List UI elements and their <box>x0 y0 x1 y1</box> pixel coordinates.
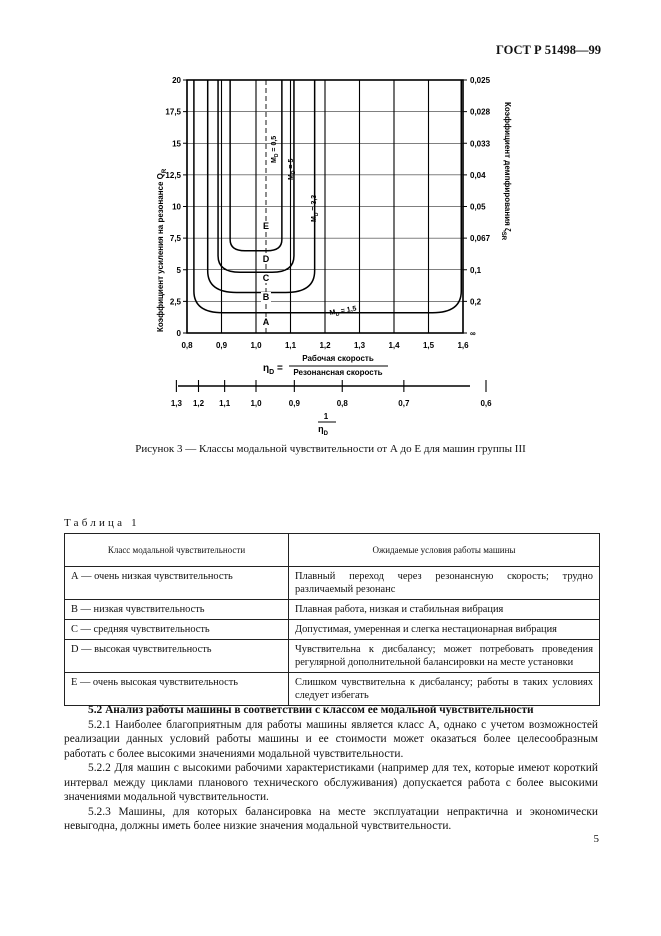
left-tick-label: 20 <box>172 76 181 85</box>
left-tick-label: 17,5 <box>165 107 181 117</box>
x-tick-label: 0,8 <box>181 341 193 350</box>
table-cell-conditions: Плавный переход через резонансную скорость; трудно различаемый резонанс <box>289 567 600 600</box>
table-cell-conditions: Допустимая, умеренная и слегка нестационарная вибрация <box>289 620 600 640</box>
secondary-axis-title <box>318 412 336 437</box>
secondary-tick-label: 1,2 <box>192 399 205 408</box>
table-cell-conditions: Слишком чувствительна к дисбалансу; работы в таких условиях следует избегать <box>289 673 600 706</box>
right-tick-label: 0,033 <box>470 139 491 149</box>
secondary-axis-ticks <box>171 380 492 408</box>
table-header-row <box>65 534 600 567</box>
x-tick-label: 1,2 <box>319 341 331 350</box>
right-axis-title: Коэффициент демпфирования $\zeta_{SR}$ <box>500 102 512 241</box>
x-tick-label: 1,5 <box>422 341 435 350</box>
secondary-tick-label: 0,8 <box>336 399 348 408</box>
zone-letter: B <box>262 292 270 302</box>
right-tick-label: 0,2 <box>470 297 482 307</box>
table-header-class: Класс модальной чувствительности <box>65 534 289 567</box>
figure-caption: Рисунок 3 — Классы модальной чувствительности от А до Е для машин группы III <box>135 443 526 455</box>
svg-text:1: 1 <box>323 412 329 421</box>
svg-text:Рабочая скорость: Рабочая скорость <box>302 354 374 363</box>
x-axis-title <box>263 354 388 377</box>
right-tick-label: 0,04 <box>470 170 486 180</box>
svg-text:Резонансная скорость: Резонансная скорость <box>293 368 383 377</box>
table-cell-conditions: Плавная работа, низкая и стабильная вибрация <box>289 600 600 620</box>
secondary-tick-label: 0,6 <box>480 399 492 408</box>
left-tick-label: 5 <box>176 265 181 275</box>
table-cell-class: А — очень низкая чувствительность <box>65 567 289 600</box>
left-tick-label: 2,5 <box>169 297 181 307</box>
zone-letter: E <box>262 221 270 231</box>
page-number: 5 <box>593 833 599 845</box>
x-tick-label: 1,6 <box>457 341 469 350</box>
curve-group <box>194 80 461 313</box>
right-tick-label: 0,028 <box>470 107 491 117</box>
right-tick-label: ∞ <box>470 329 476 338</box>
document-header: ГОСТ Р 51498—99 <box>495 43 601 57</box>
curve-label: $M_D = 3,3$ <box>311 194 320 222</box>
left-tick-label: 12,5 <box>165 170 181 180</box>
right-tick-label: 0,025 <box>470 76 491 85</box>
section-body <box>64 703 598 834</box>
x-tick-label: 1,3 <box>353 341 366 350</box>
paragraph: 5.2.1 Наиболее благоприятным для работы машины является класс А, однако с учетом возможностей реализации данных условий работы машины и ее стоимости может оказаться более целесообразным работать с более высокими значениями модальной чувствительности. <box>64 718 598 760</box>
svg-text:ηD: $\eta_D$ <box>318 424 328 437</box>
svg-text:ηD =: $\eta_D$ = <box>263 363 283 376</box>
left-tick-label: 10 <box>172 202 181 212</box>
curve-label: $M_D = 0,5$ <box>271 135 280 163</box>
table-cell-class: D — высокая чувствительность <box>65 640 289 673</box>
curve-label: $M_D = 5$ <box>288 158 297 180</box>
sensitivity-table <box>64 533 600 706</box>
figure-chart <box>0 0 661 440</box>
table-row <box>65 640 600 673</box>
right-tick-label: 0,05 <box>470 202 486 212</box>
paragraph: 5.2.3 Машины, для которых балансировка на месте эксплуатации непрактична и экономически невыгодна, должны иметь более низкие значения модальной чувствительности. <box>64 805 598 832</box>
x-axis-ticks <box>181 341 469 350</box>
section-heading: 5.2 Анализ работы машины в соответствии с классом ее модальной чувствительности <box>88 704 534 716</box>
secondary-tick-label: 0,9 <box>288 399 300 408</box>
left-tick-label: 15 <box>172 139 181 149</box>
left-axis-ticks <box>165 76 187 338</box>
table-row <box>65 673 600 706</box>
x-tick-label: 0,9 <box>215 341 228 350</box>
table-cell-class: В — низкая чувствительность <box>65 600 289 620</box>
zone-letter: A <box>262 317 270 327</box>
paragraph: 5.2.2 Для машин с высокими рабочими характеристиками (например для тех, которые имеют короткий интервал между циклами планового технического обслуживания) допускается работа с более высокими значениями модальной чувствительности. <box>64 762 598 803</box>
table-caption: Таблица 1 <box>64 517 140 529</box>
table-cell-class: С — средняя чувствительность <box>65 620 289 640</box>
secondary-tick-label: 1,1 <box>219 399 231 408</box>
left-axis-title: Коэффициент усиления на резонансе $Q_R$ <box>156 168 168 332</box>
chart-curve <box>194 80 461 313</box>
table-row <box>65 600 600 620</box>
zone-letter: C <box>262 273 270 283</box>
secondary-tick-label: 1,0 <box>250 399 262 408</box>
secondary-tick-label: 0,7 <box>398 399 410 408</box>
x-tick-label: 1,0 <box>250 341 262 350</box>
x-tick-label: 1,4 <box>388 341 400 350</box>
right-axis-ticks <box>463 76 491 338</box>
table-header-conditions: Ожидаемые условия работы машины <box>289 534 600 567</box>
left-tick-label: 0 <box>176 329 181 338</box>
table-row <box>65 620 600 640</box>
left-tick-label: 7,5 <box>169 234 181 244</box>
x-tick-label: 1,1 <box>284 341 297 350</box>
right-tick-label: 0,067 <box>470 234 491 244</box>
table-row <box>65 567 600 600</box>
curve-label: $M_D = 1,5$ <box>329 305 358 318</box>
table-cell-class: Е — очень высокая чувствительность <box>65 673 289 706</box>
table-cell-conditions: Чувствительна к дисбалансу; может потребовать проведения регулярной дополнительной балансировки на месте установки <box>289 640 600 673</box>
zone-letter: D <box>262 254 270 264</box>
right-tick-label: 0,1 <box>470 265 482 275</box>
secondary-tick-label: 1,3 <box>170 399 182 408</box>
